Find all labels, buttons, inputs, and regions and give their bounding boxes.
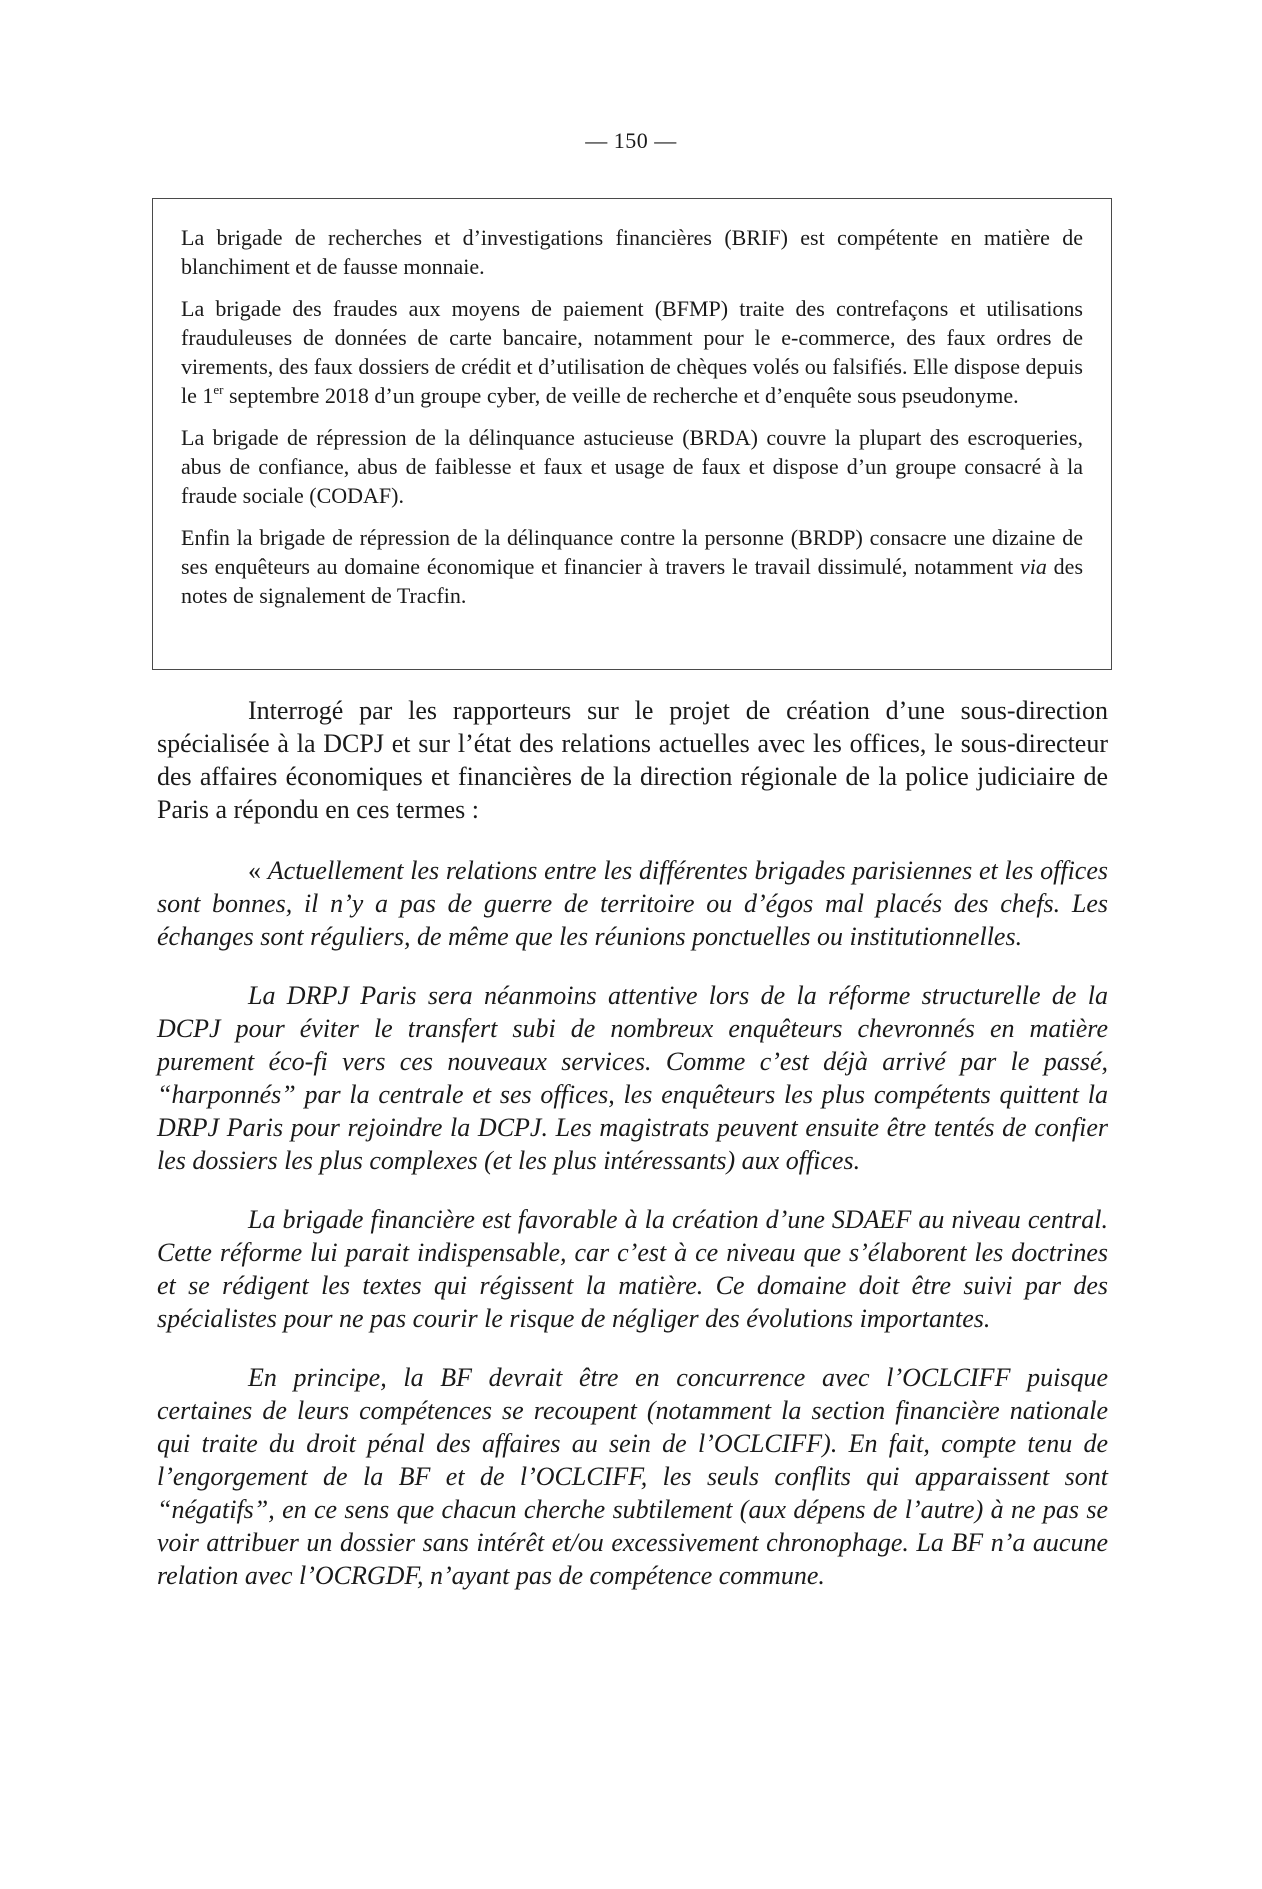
ordinal-superscript: er [213, 382, 224, 397]
quote-paragraph-relations-text: Actuellement les relations entre les différentes brigades parisiennes et les offices sont bonnes, il n’y a pas de guerre de territoire ou d’égos mal placés des chefs. Les échanges sont réguliers, de même que les réunions ponctuelles ou institutionnelles. [157, 856, 1108, 951]
quote-paragraph-drpj: La DRPJ Paris sera néanmoins attentive lors de la réforme structurelle de la DCPJ pour éviter le transfert subi de nombreux enquêteurs chevronnés en matière purement éco-fi vers ces nouveaux services. Comme c’est déjà arrivé par le passé, “harponnés” par la centrale et ses offices, les enquêteurs les plus compétents quittent la DRPJ Paris pour rejoindre la DCPJ. Les magistrats peuvent ensuite être tentés de confier les dossiers les plus complexes (et les plus intéressants) aux offices. [157, 981, 1108, 1175]
framed-insert [152, 198, 1112, 670]
opening-guillemet: « [248, 856, 268, 885]
italic-word: via [1020, 554, 1047, 579]
quote-paragraph-relations [157, 854, 1108, 953]
box-paragraph-brdp [181, 523, 1083, 610]
box-paragraph-brif: La brigade de recherches et d’investigations financières (BRIF) est compétente en matière de blanchiment et de fausse monnaie. [181, 225, 1083, 279]
box-paragraph-bfmp-text: La brigade des fraudes aux moyens de paiement (BFMP) traite des contrefaçons et utilisations frauduleuses de données de carte bancaire, notamment pour le e-commerce, des faux ordres de virements, des faux dossiers de crédit et d’utilisation de chèques volés ou falsifiés. Elle dispose depuis le 1 [181, 296, 1083, 408]
quote-paragraph-oclciff: En principe, la BF devrait être en concurrence avec l’OCLCIFF puisque certaines de leurs compétences se recoupent (notamment la section financière nationale qui traite du droit pénal des affaires au sein de l’OCLCIFF). En fait, compte tenu de l’engorgement de la BF et de l’OCLCIFF, les seuls conflits qui apparaissent sont “négatifs”, en ce sens que chacun cherche subtilement (aux dépens de l’autre) à ne pas se voir attribuer un dossier sans intérêt et/ou excessivement chronophage. La BF n’a aucune relation avec l’OCRGDF, n’ayant pas de compétence commune. [157, 1363, 1108, 1590]
box-paragraph-bfmp-text-end: septembre 2018 d’un groupe cyber, de veille de recherche et d’enquête sous pseudonyme. [223, 383, 1019, 408]
quote-paragraph-brigade-financiere: La brigade financière est favorable à la création d’une SDAEF au niveau central. Cette réforme lui parait indispensable, car c’est à ce niveau que s’élaborent les doctrines et se rédigent les textes qui régissent la matière. Ce domaine doit être suivi par des spécialistes pour ne pas courir le risque de négliger des évolutions importantes. [157, 1205, 1108, 1333]
box-paragraph-brdp-text-end: des notes de signalement de Tracfin. [181, 554, 1084, 608]
box-paragraph-bfmp [181, 294, 1083, 410]
intro-paragraph: Interrogé par les rapporteurs sur le projet de création d’une sous-direction spécialisée à la DCPJ et sur l’état des relations actuelles avec les offices, le sous-directeur des affaires économiques et financières de la direction régionale de la police judiciaire de Paris a répondu en ces termes : [157, 696, 1108, 824]
page-number: — 150 — [585, 128, 677, 153]
main-text [157, 694, 1108, 1618]
box-paragraph-brdp-text: Enfin la brigade de répression de la délinquance contre la personne (BRDP) consacre une dizaine de ses enquêteurs au domaine économique et financier à travers le travail dissimulé, notamment [181, 525, 1083, 579]
box-paragraph-brda: La brigade de répression de la délinquance astucieuse (BRDA) couvre la plupart des escroqueries, abus de confiance, abus de faiblesse et faux et usage de faux et dispose d’un groupe consacré à la fraude sociale (CODAF). [181, 425, 1083, 508]
